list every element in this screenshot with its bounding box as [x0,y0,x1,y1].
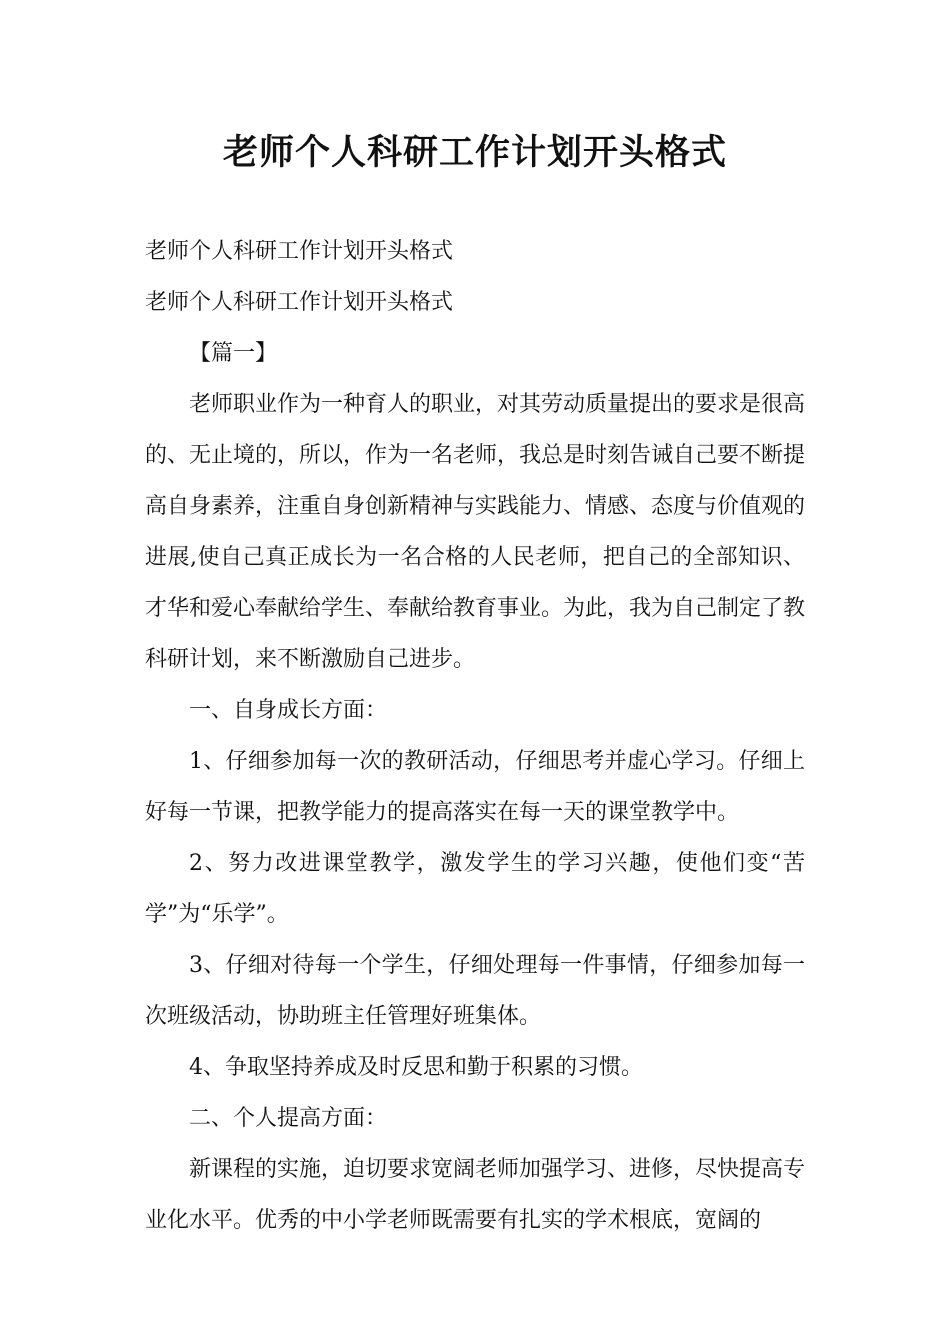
paragraph-new-curriculum: 新课程的实施，迫切要求宽阔老师加强学习、进修，尽快提高专业化水平。优秀的中小学老师既需要有扎实的学术根底，宽阔的 [145,1157,806,1233]
document-title: 老师个人科研工作计划开头格式 [222,133,727,173]
paragraph-intro: 老师职业作为一种育人的职业，对其劳动质量提出的要求是很高的、无止境的，所以，作为一名老师，我总是时刻告诫自己要不断提高自身素养，注重自身创新精神与实践能力、情感、态度与价值观的进展,使自己真正成长为一名合格的人民老师，把自己的全部知识、才华和爱心奉献给学生、奉献给教育事业。为此，我为自己制定了教科研计划，来不断激励自己进步。 [145,392,806,672]
list-item-4: 4、争取坚持养成及时反思和勤于积累的习惯。 [189,1055,643,1080]
list-item-1: 1、仔细参加每一次的教研活动，仔细思考并虚心学习。仔细上好每一节课，把教学能力的提高落实在每一天的课堂教学中。 [145,749,805,825]
heading-personal-improvement: 二、个人提高方面： [189,1106,388,1131]
heading-self-growth: 一、自身成长方面： [189,698,388,723]
section-label: 【篇一】 [189,341,278,366]
subtitle-line-1: 老师个人科研工作计划开头格式 [145,239,454,264]
list-item-3: 3、仔细对待每一个学生，仔细处理每一件事情，仔细参加每一次班级活动，协助班主任管理好班集体。 [145,953,805,1029]
document-body [145,226,805,1246]
list-item-2: 2、努力改进课堂教学，激发学生的学习兴趣，使他们变“苦学”为“乐学”。 [145,851,805,927]
subtitle-line-2: 老师个人科研工作计划开头格式 [145,290,454,315]
